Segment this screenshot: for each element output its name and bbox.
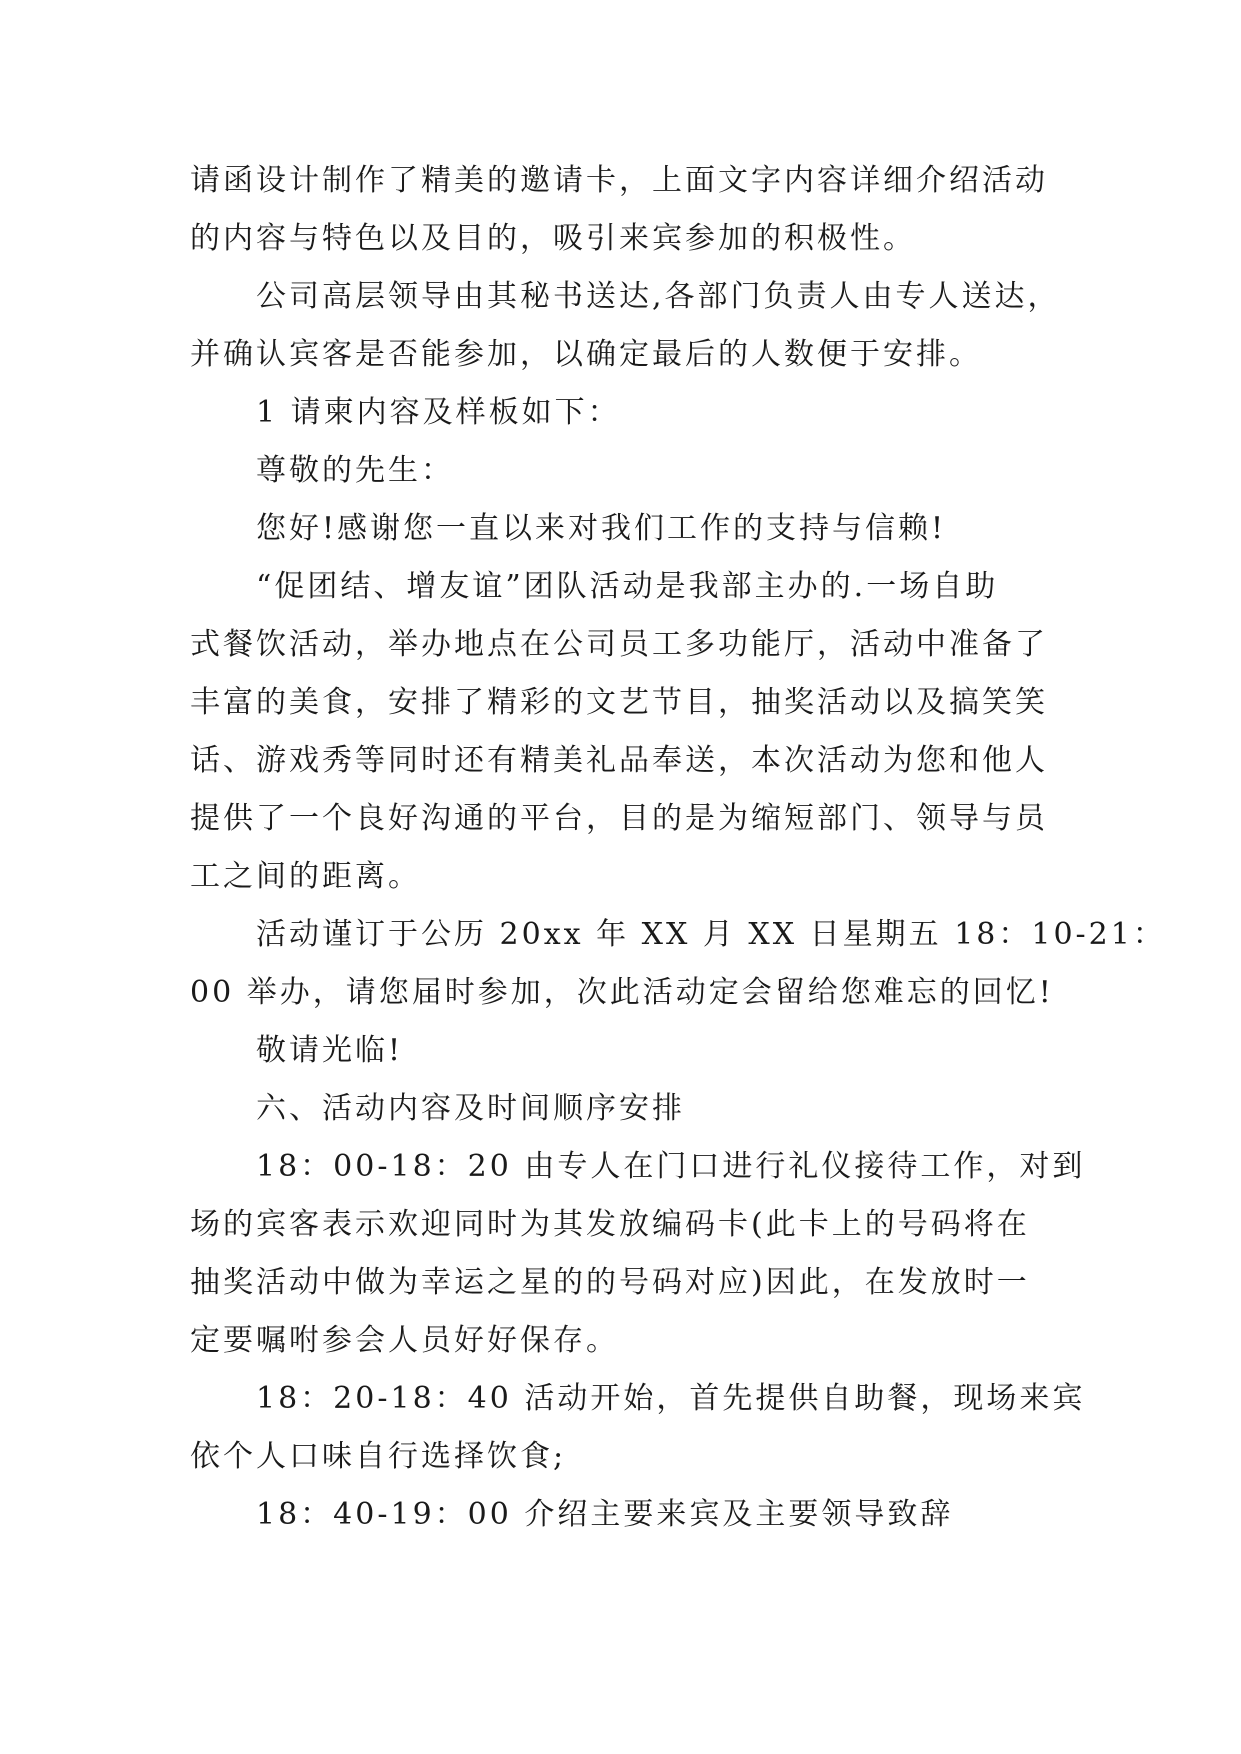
schedule-line: 抽奖活动中做为幸运之星的的号码对应)因此，在发放时一 bbox=[190, 1265, 1030, 1300]
paragraph-line: 话、游戏秀等同时还有精美礼品奉送，本次活动为您和他人 bbox=[190, 743, 1048, 778]
paragraph-line: 00 举办，请您届时参加，次此活动定会留给您难忘的回忆! bbox=[190, 975, 1054, 1010]
paragraph-line: 您好!感谢您一直以来对我们工作的支持与信赖! bbox=[256, 511, 947, 546]
paragraph-line: 活动谨订于公历 20xx 年 XX 月 XX 日星期五 18：10-21： bbox=[256, 917, 1166, 952]
paragraph-line: 1 请柬内容及样板如下： bbox=[256, 395, 621, 430]
schedule-line: 18：20-18：40 活动开始，首先提供自助餐，现场来宾 bbox=[256, 1381, 1086, 1416]
schedule-line: 18：00-18：20 由专人在门口进行礼仪接待工作，对到 bbox=[256, 1149, 1086, 1184]
body-text bbox=[190, 152, 1166, 1544]
paragraph-line: 公司高层领导由其秘书送达,各部门负责人由专人送达， bbox=[256, 279, 1061, 314]
section-heading: 六、活动内容及时间顺序安排 bbox=[256, 1091, 685, 1126]
schedule-line: 依个人口味自行选择饮食; bbox=[190, 1439, 567, 1474]
schedule-line: 18：40-19：00 介绍主要来宾及主要领导致辞 bbox=[256, 1497, 954, 1532]
paragraph-line: 式餐饮活动，举办地点在公司员工多功能厅，活动中准备了 bbox=[190, 627, 1048, 662]
schedule-line: 定要嘱咐参会人员好好保存。 bbox=[190, 1323, 619, 1358]
paragraph-line: 请函设计制作了精美的邀请卡，上面文字内容详细介绍活动 bbox=[190, 163, 1048, 198]
paragraph-line: 丰富的美食，安排了精彩的文艺节目，抽奖活动以及搞笑笑 bbox=[190, 685, 1048, 720]
paragraph-line: 提供了一个良好沟通的平台，目的是为缩短部门、领导与员 bbox=[190, 801, 1048, 836]
paragraph-line: 工之间的距离。 bbox=[190, 859, 421, 894]
paragraph-line: 的内容与特色以及目的，吸引来宾参加的积极性。 bbox=[190, 221, 916, 256]
salutation: 尊敬的先生： bbox=[256, 453, 454, 488]
schedule-line: 场的宾客表示欢迎同时为其发放编码卡(此卡上的号码将在 bbox=[190, 1207, 1030, 1242]
paragraph-line: 并确认宾客是否能参加，以确定最后的人数便于安排。 bbox=[190, 337, 982, 372]
paragraph-line: “促团结、增友谊”团队活动是我部主办的.一场自助 bbox=[256, 569, 999, 604]
closing-line: 敬请光临! bbox=[256, 1033, 404, 1068]
